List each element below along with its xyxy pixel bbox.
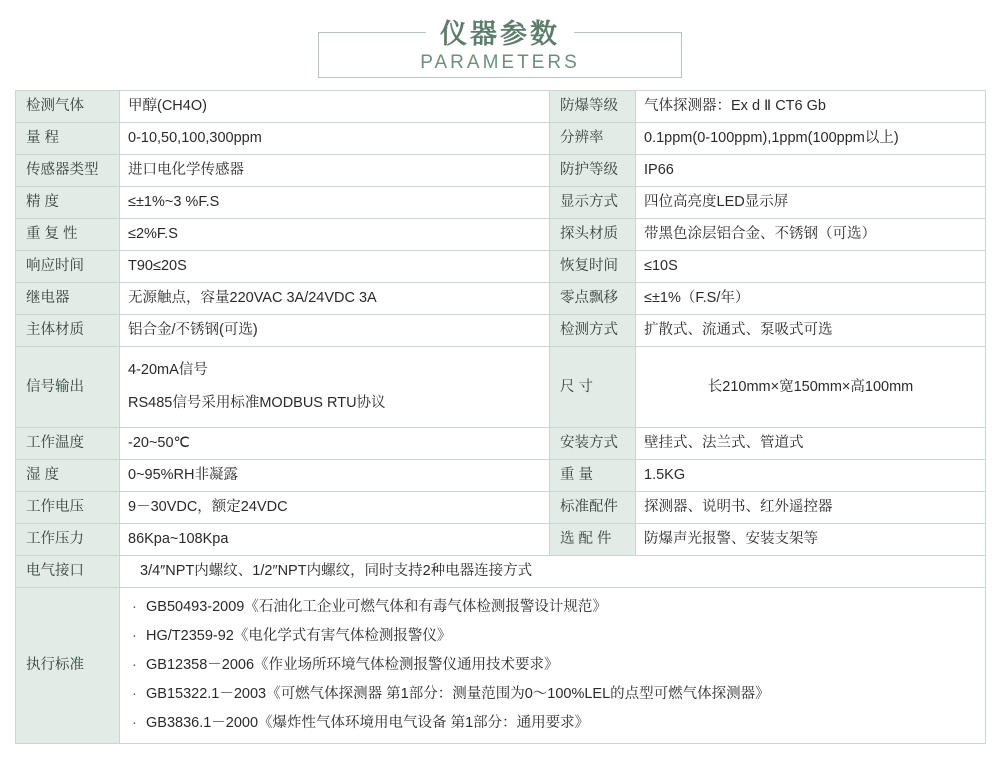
spec-label: 主体材质 [16, 315, 120, 347]
spec-label: 标准配件 [550, 492, 636, 524]
spec-value: 扩散式、流通式、泵吸式可选 [636, 315, 986, 347]
spec-value: IP66 [636, 155, 986, 187]
page-title-cn [0, 12, 1000, 51]
title-block [0, 0, 1000, 90]
spec-label: 安装方式 [550, 428, 636, 460]
spec-value: -20~50℃ [120, 428, 550, 460]
standard-text: GB15322.1－2003《可燃气体探测器 第1部分：测量范围为0～100%LEL的点型可燃气体探测器》 [146, 686, 770, 703]
spec-value: 无源触点，容量220VAC 3A/24VDC 3A [120, 283, 550, 315]
signal-output-line-1: 4-20mA信号 [128, 362, 208, 379]
spec-value: 防爆声光报警、安装支架等 [636, 524, 986, 556]
bullet-icon: · [132, 657, 137, 674]
spec-value: 1.5KG [636, 460, 986, 492]
spec-value: 四位高亮度LED显示屏 [636, 187, 986, 219]
spec-value: 带黑色涂层铝合金、不锈钢（可选） [636, 219, 986, 251]
bullet-icon: · [132, 628, 137, 645]
spec-value: 0-10,50,100,300ppm [120, 123, 550, 155]
page-title-en-text: PARAMETERS [410, 52, 590, 73]
spec-label: 量 程 [16, 123, 120, 155]
spec-value-signal-output [120, 347, 550, 428]
list-item [128, 680, 977, 709]
spec-value: ≤10S [636, 251, 986, 283]
spec-value: T90≤20S [120, 251, 550, 283]
spec-label: 响应时间 [16, 251, 120, 283]
spec-value-standards [120, 588, 986, 744]
spec-value: 探测器、说明书、红外遥控器 [636, 492, 986, 524]
standard-text: GB3836.1－2000《爆炸性气体环境用电气设备 第1部分：通用要求》 [146, 715, 590, 732]
spec-label: 重 复 性 [16, 219, 120, 251]
table-row [16, 524, 986, 556]
specifications-table [15, 90, 986, 744]
table-row [16, 492, 986, 524]
spec-label: 工作电压 [16, 492, 120, 524]
list-item [128, 651, 977, 680]
spec-value-electrical-interface: 3/4″NPT内螺纹、1/2″NPT内螺纹，同时支持2种电器连接方式 [120, 556, 986, 588]
spec-label: 精 度 [16, 187, 120, 219]
spec-label: 防爆等级 [550, 91, 636, 123]
spec-value: ≤±1%（F.S/年） [636, 283, 986, 315]
spec-label-signal-output: 信号输出 [16, 347, 120, 428]
spec-value: 气体探测器：Ex d Ⅱ CT6 Gb [636, 91, 986, 123]
spec-value: ≤±1%~3 %F.S [120, 187, 550, 219]
table-row [16, 428, 986, 460]
table-row [16, 460, 986, 492]
spec-label: 湿 度 [16, 460, 120, 492]
table-row-standards [16, 588, 986, 744]
table-row [16, 187, 986, 219]
table-row [16, 251, 986, 283]
table-row [16, 123, 986, 155]
spec-label: 探头材质 [550, 219, 636, 251]
spec-value: 甲醇(CH4O) [120, 91, 550, 123]
spec-value-size: 长210mm×宽150mm×高100mm [636, 347, 986, 428]
spec-label: 选 配 件 [550, 524, 636, 556]
list-item [128, 622, 977, 651]
spec-label: 恢复时间 [550, 251, 636, 283]
page-title-cn-text: 仪器参数 [426, 19, 574, 49]
table-row-electrical-interface [16, 556, 986, 588]
spec-value: 铝合金/不锈钢(可选) [120, 315, 550, 347]
spec-label: 显示方式 [550, 187, 636, 219]
spec-label-electrical-interface: 电气接口 [16, 556, 120, 588]
spec-value: 86Kpa~108Kpa [120, 524, 550, 556]
table-row [16, 155, 986, 187]
spec-value: ≤2%F.S [120, 219, 550, 251]
spec-label: 工作压力 [16, 524, 120, 556]
spec-value: 进口电化学传感器 [120, 155, 550, 187]
bullet-icon: · [132, 686, 137, 703]
signal-output-line-2: RS485信号采用标准MODBUS RTU协议 [128, 395, 386, 412]
table-row [16, 315, 986, 347]
table-row [16, 219, 986, 251]
spec-value: 0~95%RH非凝露 [120, 460, 550, 492]
spec-label-standards: 执行标准 [16, 588, 120, 744]
spec-label: 工作温度 [16, 428, 120, 460]
spec-label: 重 量 [550, 460, 636, 492]
standard-text: GB12358－2006《作业场所环境气体检测报警仪通用技术要求》 [146, 657, 559, 674]
spec-label: 零点飘移 [550, 283, 636, 315]
bullet-icon: · [132, 715, 137, 732]
spec-value: 壁挂式、法兰式、管道式 [636, 428, 986, 460]
spec-label: 分辨率 [550, 123, 636, 155]
spec-label-size: 尺 寸 [550, 347, 636, 428]
spec-label: 检测气体 [16, 91, 120, 123]
bullet-icon: · [132, 599, 137, 616]
standard-text: HG/T2359-92《电化学式有害气体检测报警仪》 [146, 628, 452, 645]
table-row [16, 91, 986, 123]
standards-list [128, 593, 977, 738]
list-item [128, 709, 977, 738]
spec-value: 9－30VDC，额定24VDC [120, 492, 550, 524]
standard-text: GB50493-2009《石油化工企业可燃气体和有毒气体检测报警设计规范》 [146, 599, 607, 616]
spec-label: 防护等级 [550, 155, 636, 187]
spec-label: 继电器 [16, 283, 120, 315]
spec-label: 检测方式 [550, 315, 636, 347]
table-row [16, 283, 986, 315]
list-item [128, 593, 977, 622]
spec-label: 传感器类型 [16, 155, 120, 187]
page-title-en [0, 52, 1000, 74]
spec-value: 0.1ppm(0-100ppm),1ppm(100ppm以上) [636, 123, 986, 155]
